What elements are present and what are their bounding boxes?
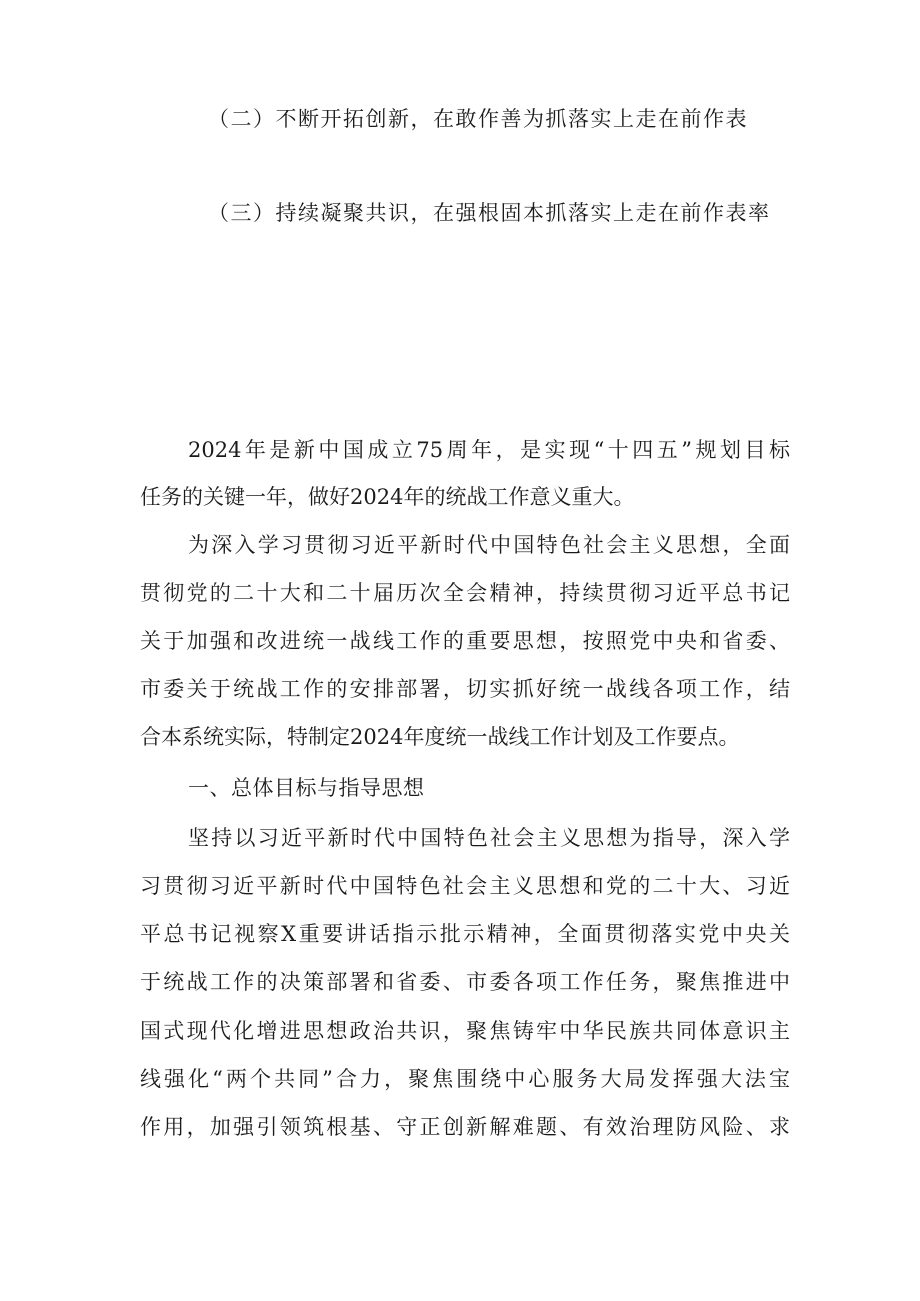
para2-line-3: 关于加强和改进统一战线工作的重要思想，按照党中央和省委、	[140, 629, 790, 653]
section1-line-2: 习贯彻习近平新时代中国特色社会主义思想和党的二十大、习近	[140, 874, 790, 898]
section1-line-3: 平总书记视察X重要讲话指示批示精神，全面贯彻落实党中央关	[140, 922, 790, 946]
intro-line-1: 2024年是新中国成立75周年，是实现“十四五”规划目标	[188, 438, 790, 462]
intro-line-2: 任务的关键一年，做好2024年的统战工作意义重大。	[140, 485, 635, 509]
para2-line-2: 贯彻党的二十大和二十届历次全会精神，持续贯彻习近平总书记	[140, 581, 790, 605]
para2-line-4: 市委关于统战工作的安排部署，切实抓好统一战线各项工作，结	[140, 677, 790, 701]
section1-line-4: 于统战工作的决策部署和省委、市委各项工作任务，聚焦推进中	[140, 970, 790, 994]
section1-line-6: 线强化“两个共同”合力，聚焦围绕中心服务大局发挥强大法宝	[140, 1067, 790, 1091]
section-heading: 一、总体目标与指导思想	[188, 776, 425, 800]
para2-line-1: 为深入学习贯彻习近平新时代中国特色社会主义思想，全面	[188, 533, 790, 557]
para2-line-5: 合本系统实际，特制定2024年度统一战线工作计划及工作要点。	[140, 725, 740, 749]
section1-line-5: 国式现代化增进思想政治共识，聚焦铸牢中华民族共同体意识主	[140, 1019, 790, 1043]
toc-item-2: （二）不断开拓创新，在敢作善为抓落实上走在前作表	[208, 107, 748, 131]
section1-line-1: 坚持以习近平新时代中国特色社会主义思想为指导，深入学	[188, 826, 790, 850]
section1-line-7: 作用，加强引领筑根基、守正创新解难题、有效治理防风险、求	[140, 1115, 790, 1139]
toc-item-3: （三）持续凝聚共识，在强根固本抓落实上走在前作表率	[208, 201, 771, 225]
